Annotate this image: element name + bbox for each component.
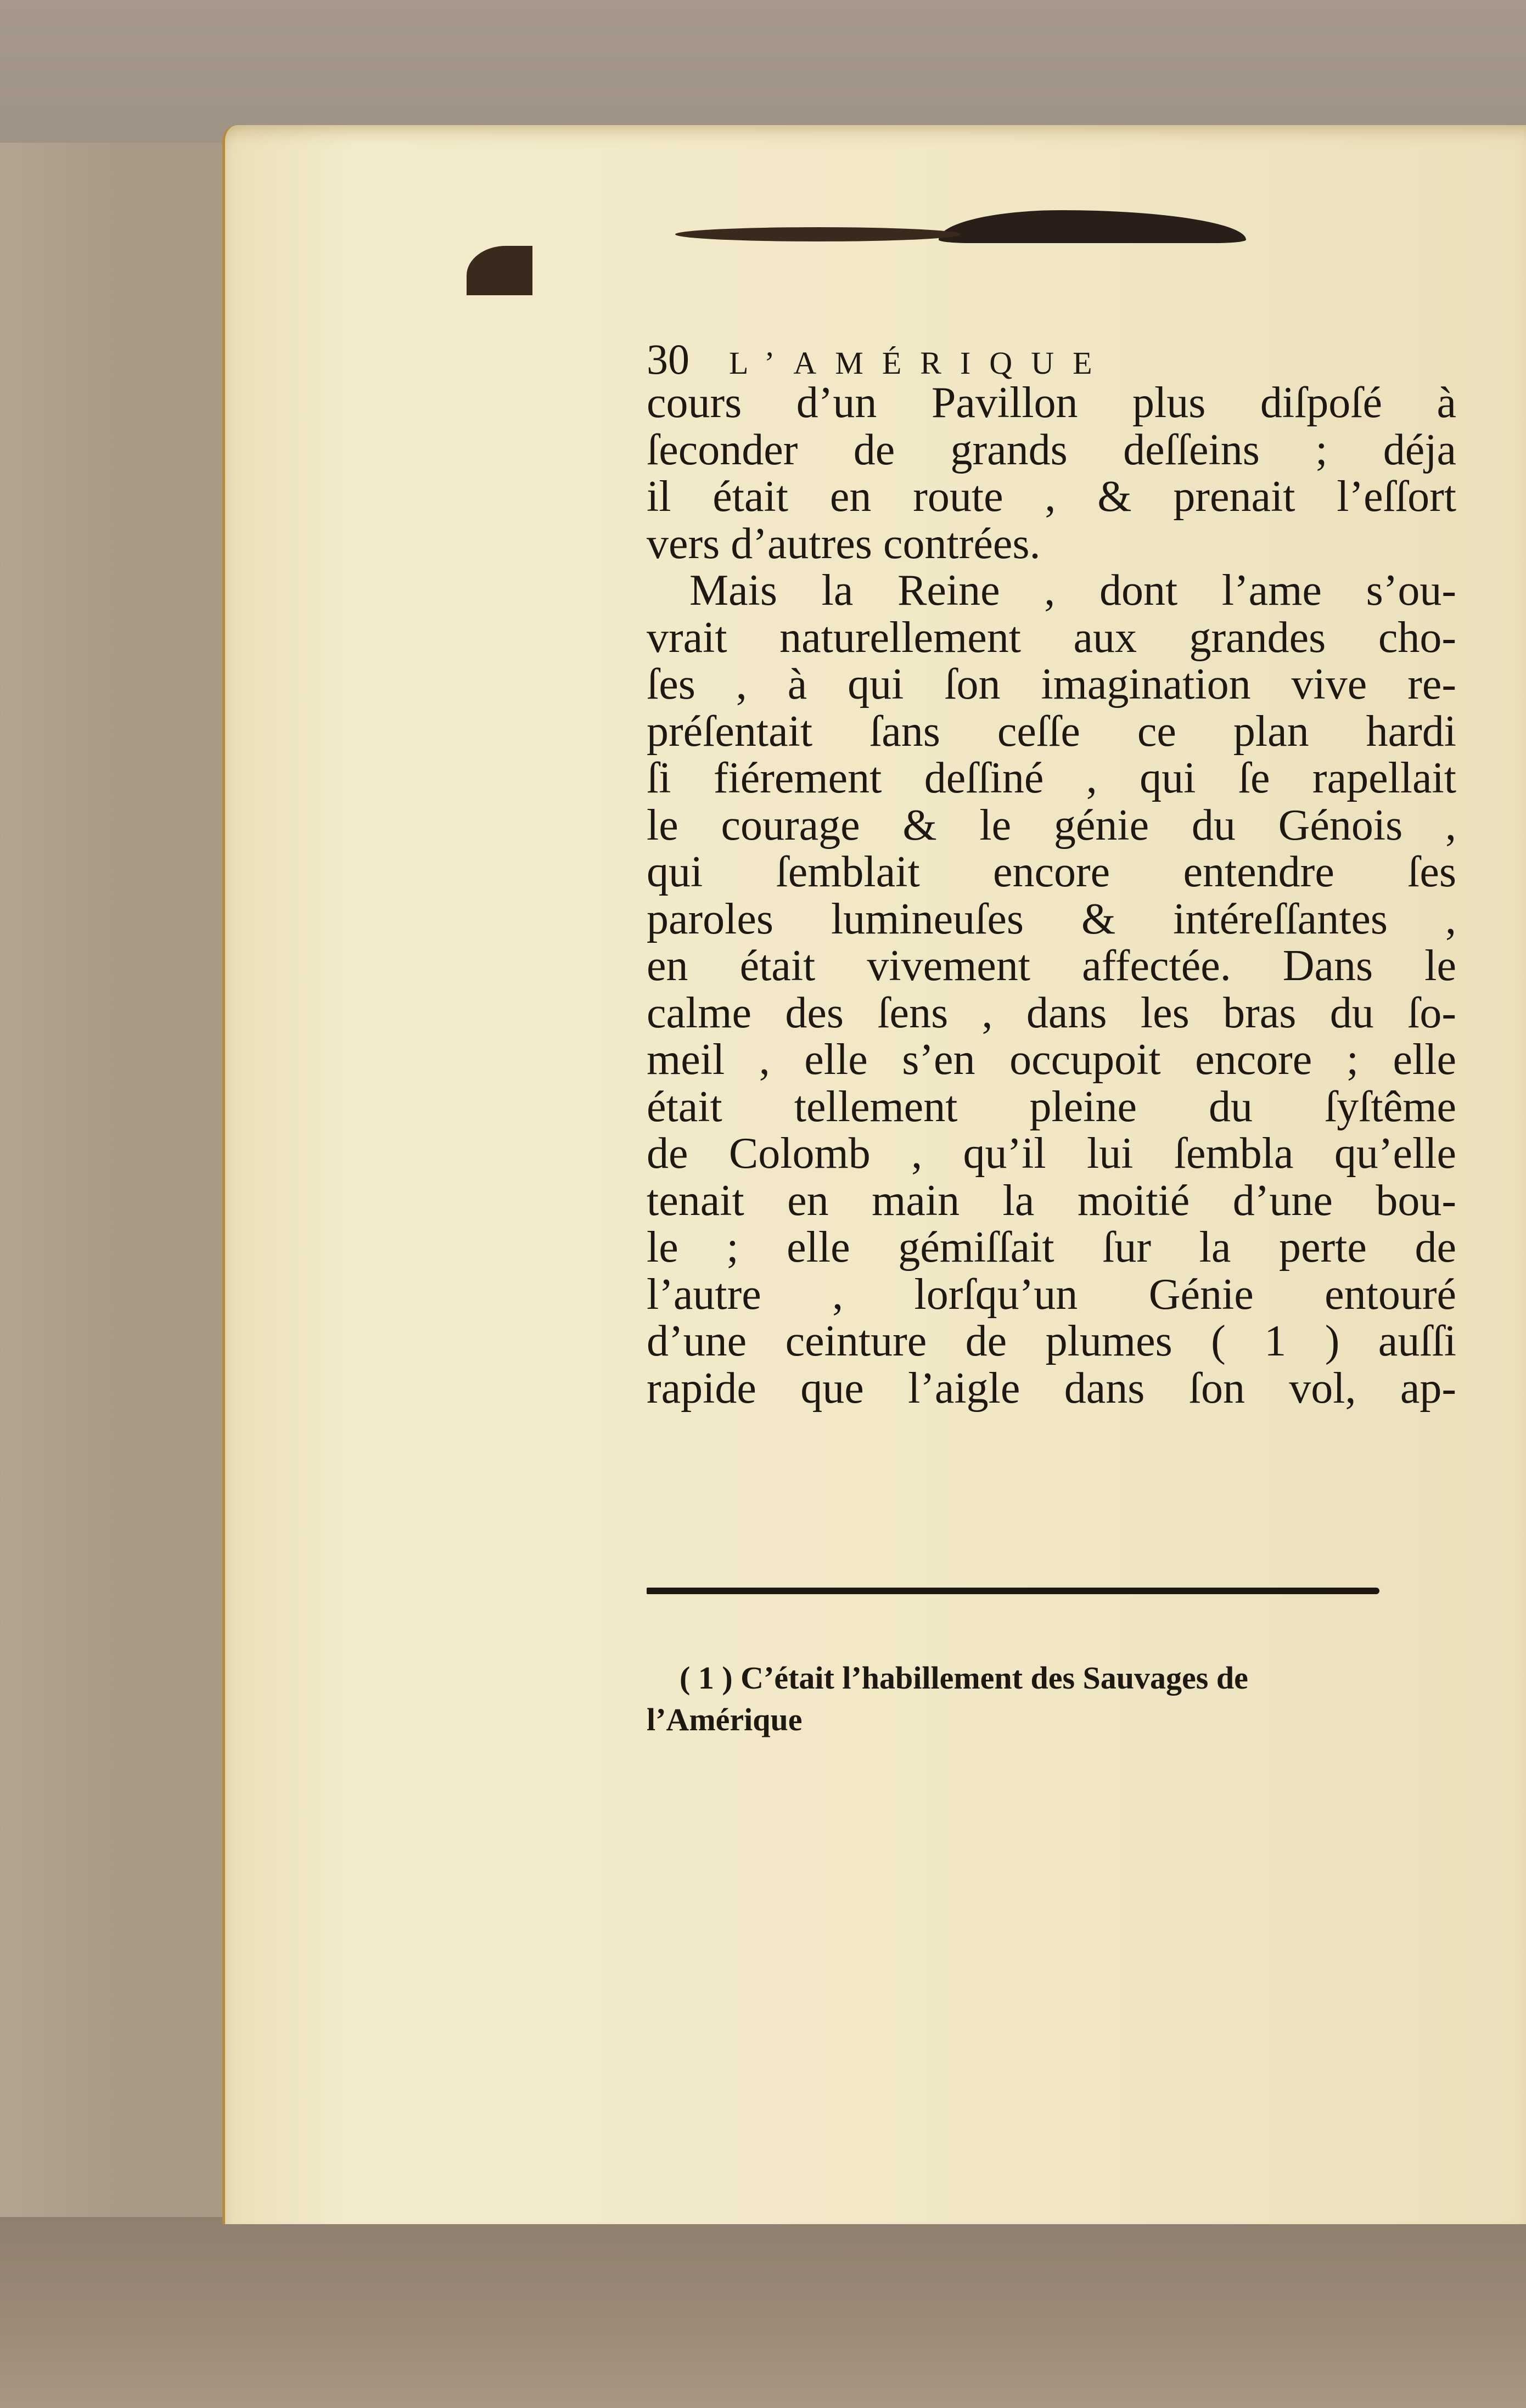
text-line: l’autre , lorſqu’un Génie entouré (647, 1270, 1456, 1319)
text-line: Mais la Reine , dont l’ame s’ou- (689, 566, 1456, 615)
text-line: ſi fiérement deſſiné , qui ſe rapellait (647, 754, 1456, 802)
footnote-rule (647, 1588, 1379, 1594)
text-line: préſentait ſans ceſſe ce plan hardi (647, 707, 1456, 756)
text-line: rapide que l’aigle dans ſon vol, ap- (647, 1364, 1456, 1413)
page-damage-mark (675, 227, 961, 241)
footnote-line: l’Amérique (647, 1702, 803, 1737)
text-line: en était vivement affectée. Dans le (647, 942, 1456, 990)
text-line: vrait naturellement aux grandes cho- (647, 613, 1456, 662)
text-line: il était en route , & prenait l’eſſort (647, 472, 1456, 521)
text-line: cours d’un Pavillon plus diſpoſé à (647, 379, 1456, 427)
text-line: le courage & le génie du Génois , (647, 801, 1456, 849)
page-damage-mark (939, 210, 1246, 243)
text-line: de Colomb , qu’il lui ſembla qu’elle (647, 1129, 1456, 1178)
scan-background-top (0, 0, 1526, 143)
text-line: le ; elle gémiſſait ſur la perte de (647, 1223, 1456, 1271)
body-text (647, 380, 1459, 1412)
text-line: calme des ſens , dans les bras du ſo- (647, 988, 1456, 1037)
footnote (647, 1657, 1415, 1741)
text-line: vers d’autres contrées. (647, 519, 1041, 568)
running-head-title: L’AMÉRIQUE (729, 345, 1111, 381)
text-line: tenait en main la moitié d’une bou- (647, 1176, 1456, 1225)
text-line: d’une ceinture de plumes ( 1 ) auſſi (647, 1317, 1456, 1365)
text-line: était tellement pleine du ſyſtême (647, 1082, 1456, 1131)
text-line: meil , elle s’en occupoit encore ; elle (647, 1036, 1456, 1084)
scan-background-bottom (0, 2217, 1526, 2408)
text-line: paroles lumineuſes & intéreſſantes , (647, 894, 1456, 943)
footnote-line: ( 1 ) C’était l’habillement des Sauvages de (680, 1660, 1248, 1696)
page-damage-mark (467, 246, 532, 295)
text-line: ſes , à qui ſon imagination vive re- (647, 660, 1456, 708)
text-line: qui ſemblait encore entendre ſes (647, 848, 1456, 896)
page-number: 30 (647, 335, 689, 383)
text-line: ſeconder de grands deſſeins ; déja (647, 425, 1456, 474)
